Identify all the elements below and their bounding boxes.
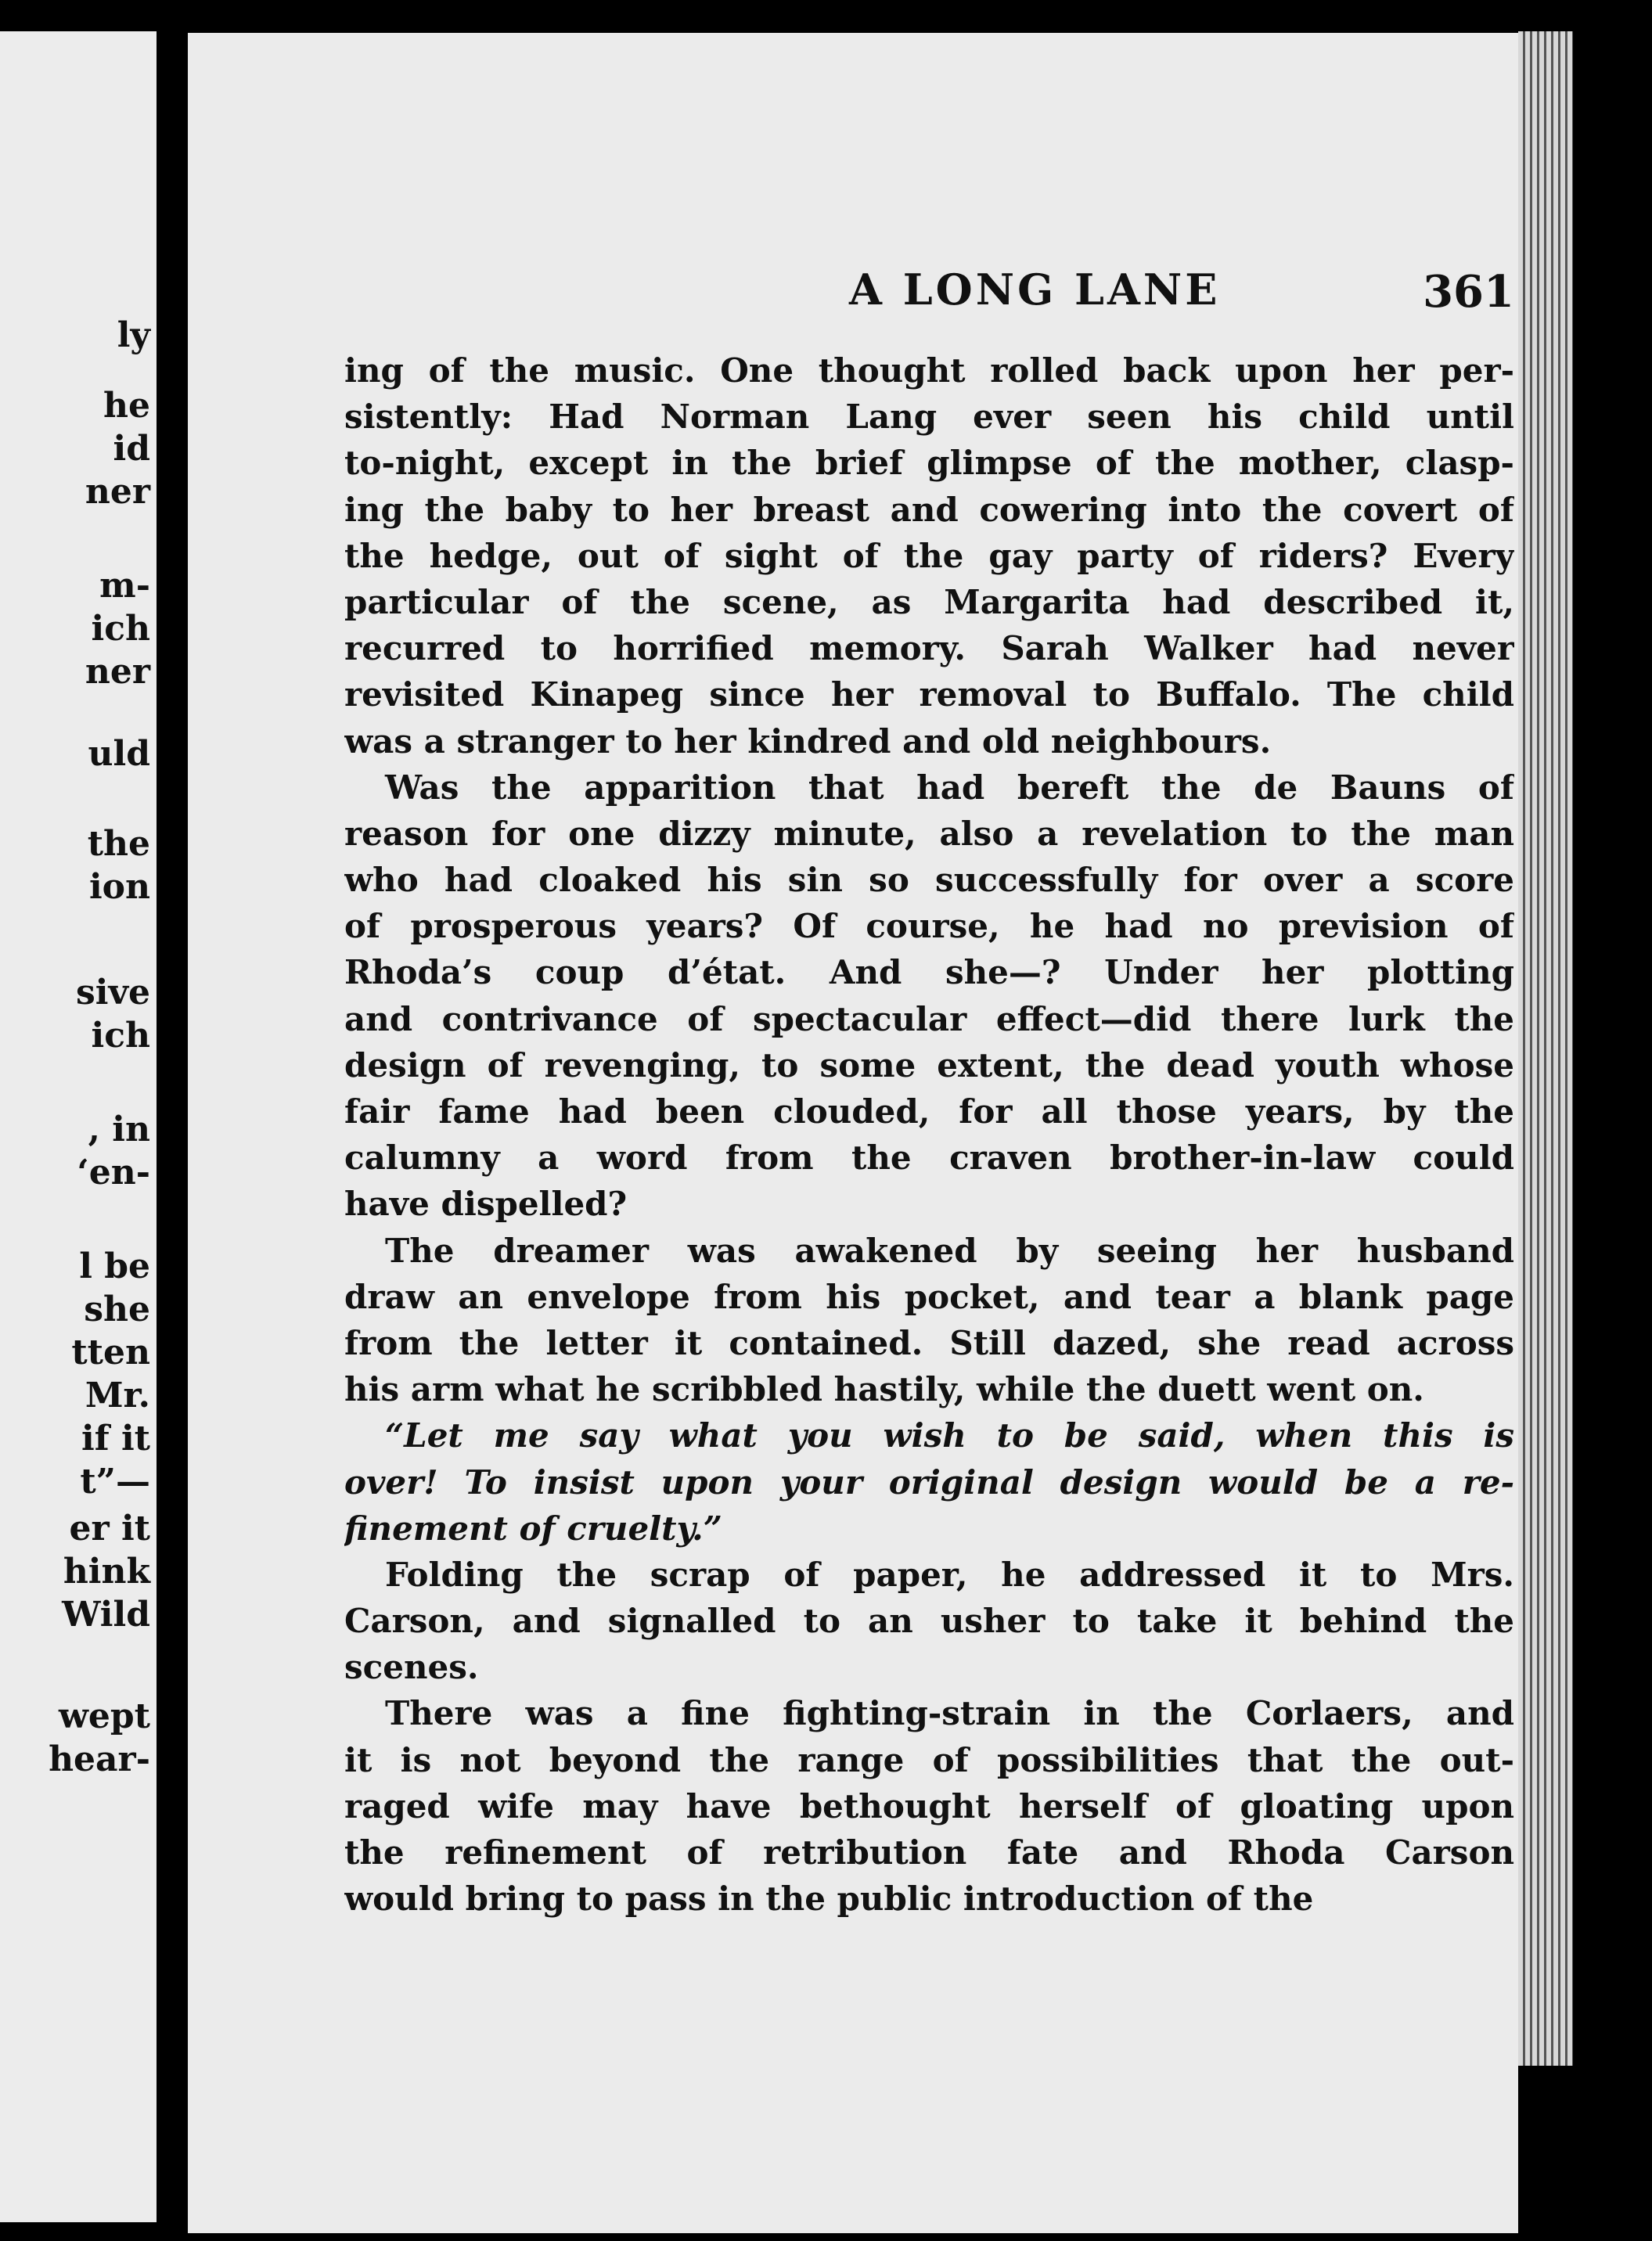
left-page-fragment: er it — [69, 1509, 150, 1549]
text-line: to-night, except in the brief glimpse of the mother, clasp- — [344, 444, 1514, 483]
text-line: the refinement of retribution fate and Rhoda Carson — [344, 1833, 1514, 1872]
book-page — [188, 33, 1518, 2233]
text-line: fair fame had been clouded, for all those years, by the — [344, 1092, 1514, 1131]
body-text — [344, 347, 1514, 1922]
left-page-fragment: ‘en- — [77, 1153, 150, 1192]
text-line: Was the apparition that had bereft the de Bauns of — [385, 768, 1514, 807]
left-page-fragment: ich — [91, 609, 150, 649]
left-page-fragment: she — [84, 1290, 150, 1329]
text-line: draw an envelope from his pocket, and tear a blank page — [344, 1277, 1514, 1316]
left-page-fragment: ich — [91, 1016, 150, 1056]
left-page-fragment: hink — [63, 1552, 150, 1592]
left-page-fragment: id — [113, 429, 150, 469]
text-line: design of revenging, to some extent, the dead youth whose — [344, 1045, 1514, 1085]
left-page-fragment: the — [87, 824, 150, 864]
text-line: ing the baby to her breast and cowering into the covert of — [344, 490, 1514, 529]
left-page-fragment: l be — [79, 1246, 150, 1286]
left-page-edge — [0, 31, 157, 2222]
text-line: of prosperous years? Of course, he had no prevision of — [344, 907, 1514, 946]
text-line: Carson, and signalled to an usher to take it behind the — [344, 1602, 1514, 1641]
text-line: recurred to horrified memory. Sarah Walker had never — [344, 629, 1514, 668]
text-line: scenes. — [344, 1648, 479, 1687]
left-page-fragment: Wild — [62, 1595, 150, 1635]
left-page-fragment: hear- — [49, 1739, 150, 1779]
left-page-fragment: t”— — [80, 1462, 150, 1502]
text-line: who had cloaked his sin so successfully for over a score — [344, 861, 1514, 900]
left-page-fragment: uld — [88, 734, 150, 774]
left-page-fragment: if it — [81, 1419, 150, 1459]
text-line: particular of the scene, as Margarita had described it, — [344, 582, 1514, 621]
text-line: was a stranger to her kindred and old neighbours. — [344, 721, 1272, 761]
text-line: “Let me say what you wish to be said, when this is — [385, 1416, 1514, 1455]
page-stack-edges — [1518, 31, 1573, 2066]
text-line: it is not beyond the range of possibilities that the out- — [344, 1740, 1514, 1779]
text-line: finement of cruelty.” — [344, 1509, 722, 1548]
text-line: the hedge, out of sight of the gay party of riders? Every — [344, 536, 1514, 575]
text-line: over! To insist upon your original design would be a re- — [344, 1462, 1514, 1502]
text-line: The dreamer was awakened by seeing her husband — [385, 1231, 1514, 1270]
text-line: his arm what he scribbled hastily, while the duett went on. — [344, 1370, 1424, 1409]
text-line: from the letter it contained. Still dazed, she read across — [344, 1323, 1514, 1362]
text-line: calumny a word from the craven brother-in-law could — [344, 1138, 1514, 1178]
text-line: would bring to pass in the public introduction of the — [344, 1879, 1314, 1919]
left-page-fragment: sive — [75, 973, 150, 1013]
left-page-fragment: ion — [88, 867, 150, 907]
left-page-fragment: ly — [117, 315, 150, 355]
text-line: There was a fine fighting-strain in the Corlaers, and — [385, 1694, 1514, 1733]
text-line: and contrivance of spectacular effect—did there lurk the — [344, 999, 1514, 1038]
left-page-fragment: , in — [88, 1110, 150, 1149]
text-line: revisited Kinapeg since her removal to Buffalo. The child — [344, 675, 1514, 714]
left-page-fragment: tten — [71, 1333, 150, 1372]
running-head: A LONG LANE — [849, 264, 1221, 315]
left-page-fragment: he — [103, 386, 150, 426]
text-line: sistently: Had Norman Lang ever seen his child until — [344, 397, 1514, 437]
page-header — [344, 264, 1514, 319]
left-page-fragment: ner — [85, 652, 150, 692]
left-page-fragment: wept — [59, 1696, 150, 1736]
left-page-fragment: ner — [85, 472, 150, 512]
left-page-fragment: m- — [99, 566, 150, 606]
text-line: have dispelled? — [344, 1185, 628, 1224]
text-line: Rhoda’s coup d’état. And she—? Under her plotting — [344, 953, 1514, 992]
text-line: ing of the music. One thought rolled back upon her per- — [344, 351, 1514, 390]
text-line: raged wife may have bethought herself of gloating upon — [344, 1786, 1514, 1826]
text-line: Folding the scrap of paper, he addressed it to Mrs. — [385, 1555, 1514, 1594]
page-number: 361 — [1423, 266, 1514, 318]
left-page-fragment: Mr. — [85, 1376, 150, 1415]
text-line: reason for one dizzy minute, also a revelation to the man — [344, 814, 1514, 853]
